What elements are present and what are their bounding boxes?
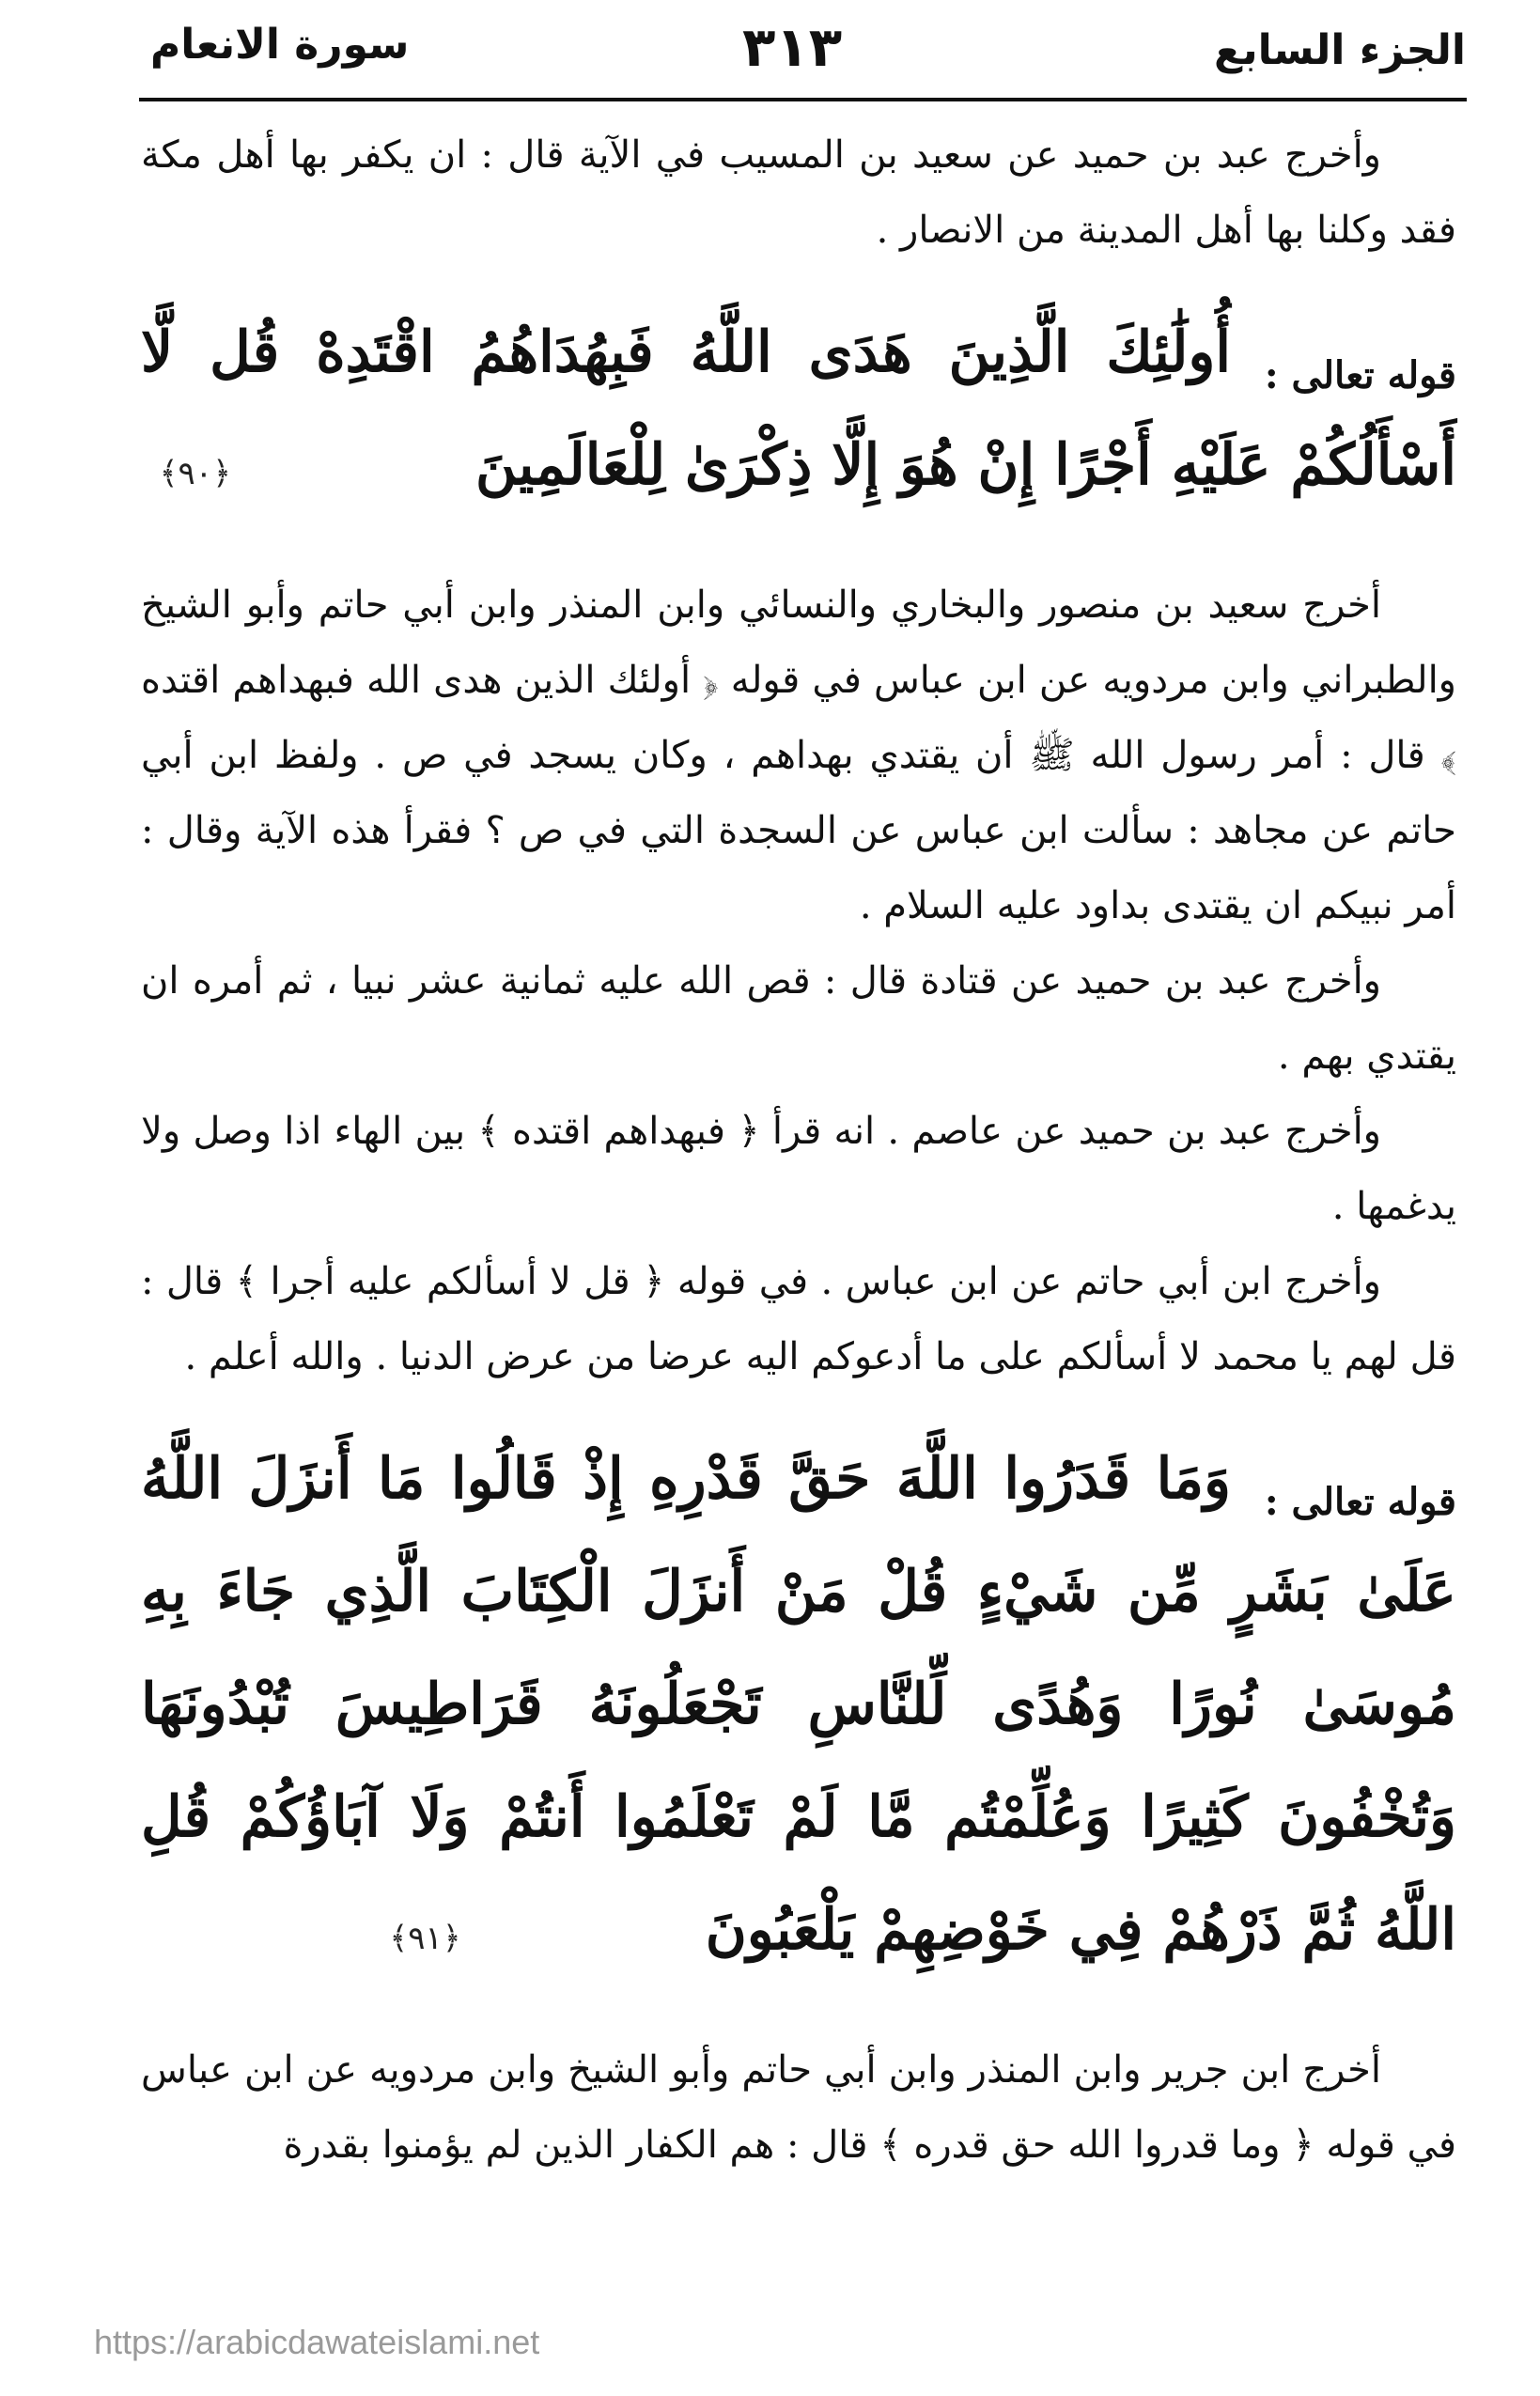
quran-verse-text — [141, 296, 1456, 530]
quran-verse-block-1 — [141, 296, 1456, 530]
paragraph: وأخرج ابن أبي حاتم عن ابن عباس . في قوله ﴿ قل لا أسألكم عليه أجرا ﴾ قال : قل لهم يا محمد لا أسألكم على ما أدعوكم اليه عرضا من عرض الدنيا . والله أعلم . — [141, 1260, 1456, 1378]
page-header — [141, 9, 1466, 99]
verse-label: قوله تعالى : — [1264, 353, 1456, 397]
verse-label: قوله تعالى : — [1264, 1480, 1456, 1524]
page-number: ٣١٣ — [742, 15, 843, 79]
page-body — [141, 117, 1456, 2183]
surah-title: سورة الانعام — [150, 21, 410, 69]
paragraph: أخرج سعيد بن منصور والبخاري والنسائي وابن المنذر وابن أبي حاتم وأبو الشيخ والطبراني وابن مردويه عن ابن عباس في قوله ﴿ أولئك الذين هدى الله فبهداهم اقتده ﴾ قال : أمر رسول الله ﷺ أن يقتدي بهداهم ، وكان يسجد في ص . ولفظ ابن أبي حاتم عن مجاهد : سألت ابن عباس عن السجدة التي في ص ؟ فقرأ هذه الآية وقال : أمر نبيكم ان يقتدى بداود عليه السلام . — [141, 583, 1457, 927]
part-title: الجزء السابع — [1214, 26, 1466, 74]
watermark-url: https://arabicdawateislami.net — [94, 2323, 540, 2361]
paragraph: وأخرج عبد بن حميد عن قتادة قال : قص الله عليه ثمانية عشر نبيا ، ثم أمره ان يقتدي بهم . — [141, 959, 1456, 1078]
paragraph: أخرج ابن جرير وابن المنذر وابن أبي حاتم وأبو الشيخ وابن مردويه عن ابن عباس في قوله ﴿ وما قدروا الله حق قدره ﴾ قال : هم الكفار الذين لم يؤمنوا بقدرة — [141, 2048, 1456, 2167]
ayah-number-mark: ﴿٩٠﴾ — [159, 455, 231, 492]
paragraph: وأخرج عبد بن حميد عن سعيد بن المسيب في الآية قال : ان يكفر بها أهل مكة فقد وكلنا بها أهل المدينة من الانصار . — [141, 133, 1456, 252]
verse-text: وَمَا قَدَرُوا اللَّهَ حَقَّ قَدْرِهِ إِذْ قَالُوا مَا أَنزَلَ اللَّهُ عَلَىٰ بَشَرٍ مِّن شَيْءٍ قُلْ مَنْ أَنزَلَ الْكِتَابَ الَّذِي جَاءَ بِهِ مُوسَىٰ نُورًا وَهُدًى لِّلنَّاسِ تَجْعَلُونَهُ قَرَاطِيسَ تُبْدُونَهَا وَتُخْفُونَ كَثِيرًا وَعُلِّمْتُم مَّا لَمْ تَعْلَمُوا أَنتُمْ وَلَا آبَاؤُكُمْ قُلِ اللَّهُ ثُمَّ ذَرْهُمْ فِي خَوْضِهِمْ يَلْعَبُونَ — [141, 1446, 1456, 1963]
paragraph: وأخرج عبد بن حميد عن عاصم . انه قرأ ﴿ فبهداهم اقتده ﴾ بين الهاء اذا وصل ولا يدغمها . — [141, 1110, 1456, 1228]
verse-text: أُولَٰئِكَ الَّذِينَ هَدَى اللَّهُ فَبِهُدَاهُمُ اقْتَدِهْ قُل لَّا أَسْأَلُكُمْ عَلَيْهِ أَجْرًا إِنْ هُوَ إِلَّا ذِكْرَىٰ لِلْعَالَمِينَ — [141, 319, 1456, 498]
quran-verse-text — [141, 1423, 1456, 1995]
quran-verse-block-2 — [141, 1423, 1456, 1995]
ayah-number-mark: ﴿٩١﴾ — [389, 1920, 461, 1957]
header-divider — [139, 98, 1467, 101]
